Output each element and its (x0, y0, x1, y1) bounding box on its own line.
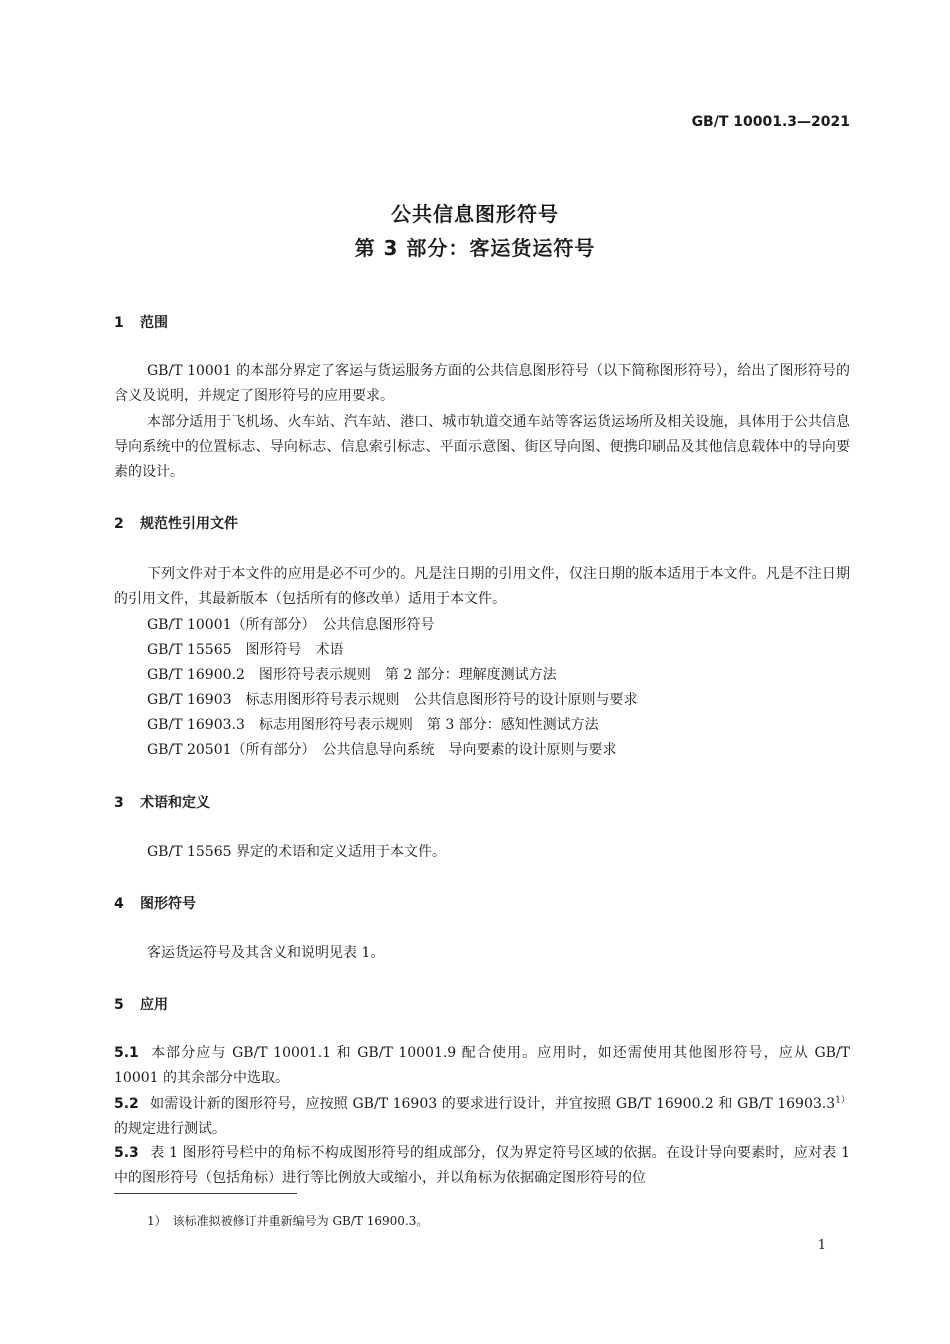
section-number: 2 (114, 516, 124, 532)
reference-item: GB/T 20501（所有部分） 公共信息导向系统 导向要素的设计原则与要求 (147, 742, 617, 758)
reference-item: GB/T 16903 标志用图形符号表示规则 公共信息图形符号的设计原则与要求 (147, 692, 638, 708)
clause-text-end: 的规定进行测试。 (114, 1121, 226, 1137)
footnote-marker: 1） (835, 1095, 850, 1106)
section-title: 范围 (140, 315, 168, 331)
standard-number: GB/T 10001.3—2021 (691, 114, 850, 130)
section-4-heading (114, 893, 196, 913)
section-2-intro: 下列文件对于本文件的应用是必不可少的。凡是注日期的引用文件，仅注日期的版本适用于本文件。凡是不注日期的引用文件，其最新版本（包括所有的修改单）适用于本文件。 (114, 566, 850, 607)
section-4-paragraph: 客运货运符号及其含义和说明见表 1。 (147, 945, 385, 961)
section-number: 5 (114, 997, 124, 1013)
clause-number: 5.3 (114, 1145, 139, 1161)
clause-5-3 (114, 1141, 850, 1191)
clause-text: 表 1 图形符号栏中的角标不构成图形符号的组成部分，仅为界定符号区域的依据。在设计导向要素时，应对表 1 中的图形符号（包括角标）进行等比例放大或缩小，并以角标为依据确定图形符号的位 (114, 1145, 850, 1186)
section-1-paragraph-2: 本部分适用于飞机场、火车站、汽车站、港口、城市轨道交通车站等客运货运场所及相关设施，具体用于公共信息导向系统中的位置标志、导向标志、信息索引标志、平面示意图、街区导向图、便携印刷品及其他信息载体中的导向要素的设计。 (114, 414, 850, 480)
clause-number: 5.1 (114, 1045, 139, 1061)
document-subtitle: 第 3 部分：客运货运符号 (354, 236, 596, 260)
clause-5-1 (114, 1041, 850, 1091)
section-3-heading (114, 792, 210, 812)
footnote: 1） 该标准拟被修订并重新编号为 GB/T 16900.3。 (147, 1214, 429, 1228)
section-1-heading (114, 312, 168, 332)
section-title: 应用 (140, 997, 168, 1013)
section-title: 图形符号 (140, 896, 196, 912)
clause-text: 如需设计新的图形符号，应按照 GB/T 16903 的要求进行设计，并宜按照 GB/T 16900.2 和 GB/T 16903.3 (150, 1096, 836, 1112)
section-1-paragraph-1: GB/T 10001 的本部分界定了客运与货运服务方面的公共信息图形符号（以下简称图形符号），给出了图形符号的含义及说明，并规定了图形符号的应用要求。 (114, 363, 850, 404)
reference-item: GB/T 16903.3 标志用图形符号表示规则 第 3 部分：感知性测试方法 (147, 717, 599, 733)
section-2-heading (114, 513, 238, 533)
section-number: 1 (114, 315, 124, 331)
section-5-heading (114, 994, 168, 1014)
section-number: 3 (114, 795, 124, 811)
section-number: 4 (114, 896, 124, 912)
clause-text: 本部分应与 GB/T 10001.1 和 GB/T 10001.9 配合使用。应用时，如还需使用其他图形符号，应从 GB/T 10001 的其余部分中选取。 (114, 1045, 850, 1086)
page-number: 1 (817, 1238, 826, 1253)
section-title: 术语和定义 (140, 795, 210, 811)
reference-item: GB/T 16900.2 图形符号表示规则 第 2 部分：理解度测试方法 (147, 667, 557, 683)
reference-item: GB/T 15565 图形符号 术语 (147, 642, 344, 658)
clause-5-2 (114, 1092, 850, 1142)
section-3-paragraph: GB/T 15565 界定的术语和定义适用于本文件。 (147, 844, 446, 860)
document-title: 公共信息图形符号 (391, 202, 559, 226)
section-title: 规范性引用文件 (140, 516, 238, 532)
footnote-divider (114, 1193, 297, 1194)
reference-item: GB/T 10001（所有部分） 公共信息图形符号 (147, 617, 435, 633)
clause-number: 5.2 (114, 1096, 139, 1112)
